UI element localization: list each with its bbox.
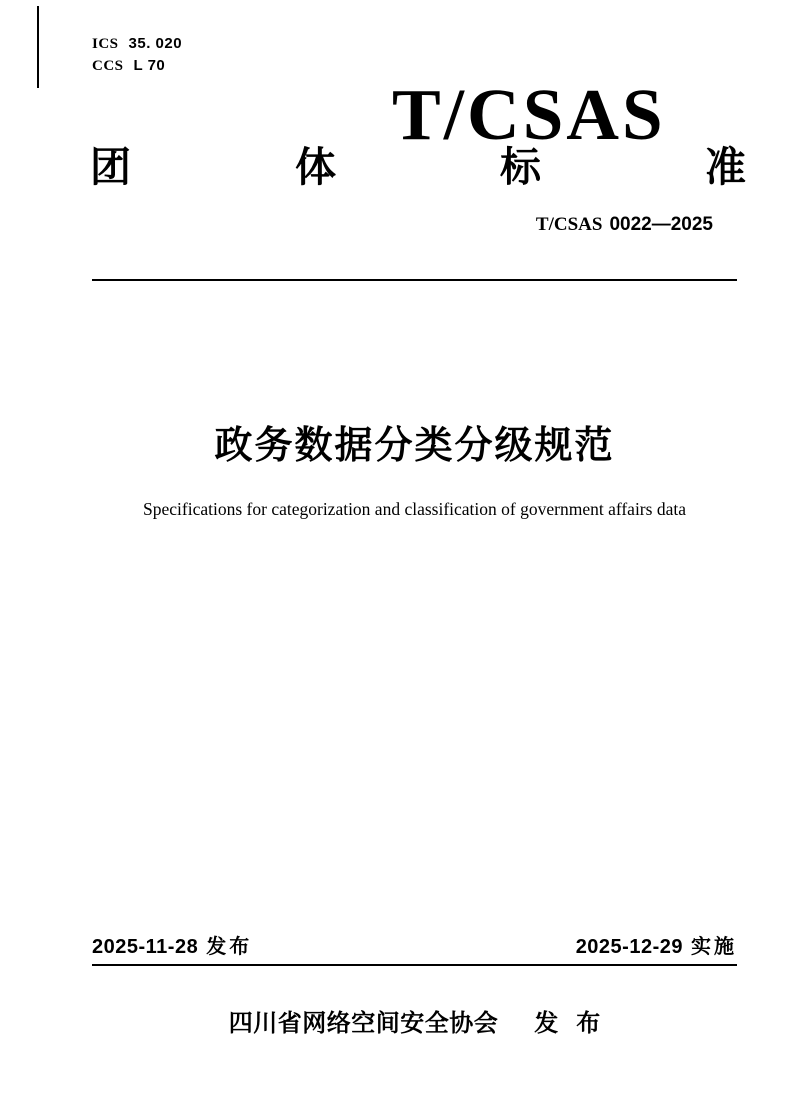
issue-date-group — [92, 935, 252, 959]
standard-type-title — [90, 144, 746, 190]
ics-code-row — [92, 33, 182, 55]
classification-codes — [92, 33, 182, 77]
publisher-action-char: 布 — [576, 1010, 601, 1037]
corner-registration-mark — [37, 6, 39, 88]
publisher-action-char: 发 — [534, 1010, 559, 1037]
ccs-value: L 70 — [133, 57, 166, 74]
document-title-chinese: 政务数据分类分级规范 — [214, 425, 615, 467]
standard-type-char: 体 — [295, 144, 336, 190]
implementation-date-group — [576, 935, 737, 959]
standard-number-prefix: T/CSAS — [535, 214, 603, 235]
publisher-row — [42, 1010, 787, 1039]
issue-label: 发布 — [206, 936, 253, 958]
document-title-english: Specifications for categorization and classification of government affairs data — [143, 499, 686, 519]
publisher-name: 四川省网络空间安全协会 — [228, 1010, 499, 1037]
footer-divider-line — [92, 964, 737, 966]
ccs-code-row — [92, 55, 182, 77]
standard-type-char: 准 — [705, 144, 746, 190]
issue-date: 2025-11-28 — [92, 936, 199, 958]
dates-row — [92, 935, 737, 959]
implementation-date: 2025-12-29 — [575, 936, 683, 958]
standard-type-char: 标 — [500, 144, 541, 190]
ccs-label: CCS — [92, 58, 124, 74]
ics-value: 35. 020 — [128, 35, 183, 52]
standard-body-logo: T/CSAS — [392, 74, 666, 155]
implementation-label: 实施 — [691, 936, 737, 958]
standard-type-char: 团 — [90, 144, 131, 190]
standard-number-value: 0022—2025 — [609, 214, 713, 235]
header-divider-line — [92, 279, 737, 281]
ics-label: ICS — [92, 36, 119, 52]
publisher-action — [534, 1010, 600, 1039]
standard-number — [536, 214, 713, 236]
